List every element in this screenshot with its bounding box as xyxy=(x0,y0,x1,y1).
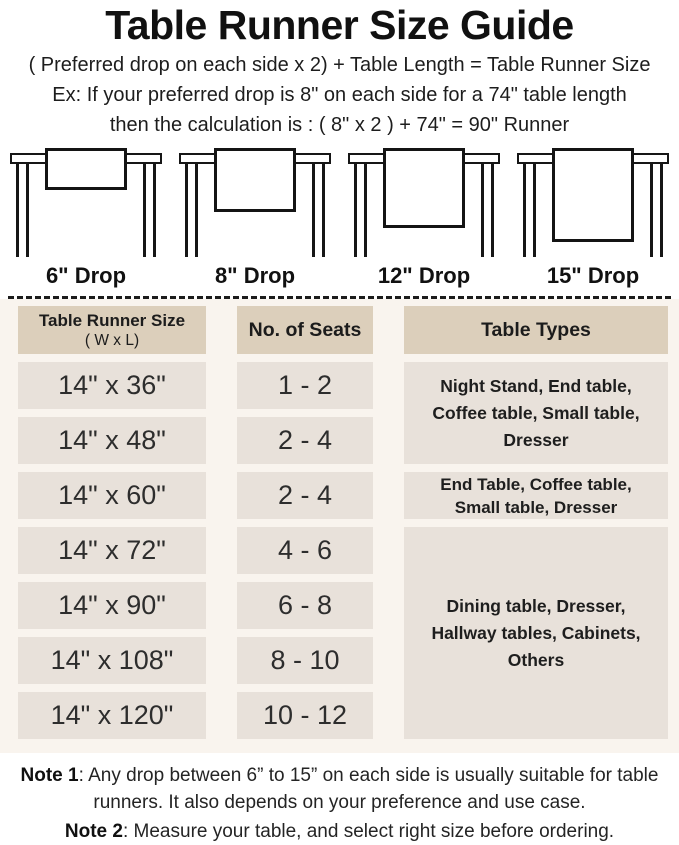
seats-cell: 2 - 4 xyxy=(237,417,373,464)
size-cell: 14" x 120" xyxy=(18,692,206,739)
formula-text: ( Preferred drop on each side x 2) + Table Length = Table Runner Size xyxy=(28,54,651,76)
runner-graphic xyxy=(45,148,127,190)
note-2-label: Note 2 xyxy=(64,821,123,842)
table-illustration-15-drop xyxy=(517,146,669,293)
column-header-runner-size xyxy=(18,306,206,354)
table-leg xyxy=(660,163,663,257)
note-1 xyxy=(6,762,673,816)
table-types-group-medium: End Table, Coffee table, Small table, Dresser xyxy=(404,472,668,519)
table-illustration-8-drop xyxy=(179,146,331,293)
size-table xyxy=(0,299,679,753)
runner-graphic xyxy=(383,148,465,228)
table-leg xyxy=(312,163,315,257)
table-illustration-6-drop xyxy=(10,146,162,293)
drop-label: 12" Drop xyxy=(377,263,471,288)
table-leg xyxy=(143,163,146,257)
table-drawing xyxy=(179,146,331,258)
drop-label: 6" Drop xyxy=(45,263,127,288)
header-types-label: Table Types xyxy=(481,318,591,341)
page-title: Table Runner Size Guide xyxy=(105,2,574,48)
table-types-group-small: Night Stand, End table, Coffee table, Small table, Dresser xyxy=(404,362,668,464)
header-seats-label: No. of Seats xyxy=(248,318,362,341)
table-types-group-large: Dining table, Dresser, Hallway tables, Cabinets, Others xyxy=(404,527,668,739)
table-drawing xyxy=(10,146,162,258)
drop-label: 8" Drop xyxy=(214,263,296,288)
footnotes xyxy=(0,753,679,845)
table-leg xyxy=(16,163,19,257)
header-runner-size-sub: ( W x L) xyxy=(84,331,140,349)
seats-cell: 10 - 12 xyxy=(237,692,373,739)
table-drawing xyxy=(348,146,500,258)
example-line-2: then the calculation is : ( 8" x 2 ) + 74" = 90" Runner xyxy=(109,114,570,136)
table-drawing xyxy=(517,146,669,258)
table-leg xyxy=(153,163,156,257)
drop-illustrations xyxy=(0,146,679,293)
table-leg xyxy=(533,163,536,257)
table-leg xyxy=(195,163,198,257)
seats-cell: 4 - 6 xyxy=(237,527,373,574)
table-leg xyxy=(481,163,484,257)
size-cell: 14" x 108" xyxy=(18,637,206,684)
size-cell: 14" x 72" xyxy=(18,527,206,574)
note-1-text: : Any drop between 6” to 15” on each side is usually suitable for table runners. It also depends on your preference and use case. xyxy=(78,765,659,813)
size-cell: 14" x 48" xyxy=(18,417,206,464)
note-1-label: Note 1 xyxy=(20,765,79,786)
seats-cell: 1 - 2 xyxy=(237,362,373,409)
size-cell: 14" x 60" xyxy=(18,472,206,519)
header-runner-size-title: Table Runner Size xyxy=(38,310,186,330)
table-leg xyxy=(322,163,325,257)
table-leg xyxy=(523,163,526,257)
runner-graphic xyxy=(214,148,296,212)
table-leg xyxy=(26,163,29,257)
table-leg xyxy=(364,163,367,257)
guide-header xyxy=(0,0,679,138)
table-illustration-12-drop xyxy=(348,146,500,293)
size-cell: 14" x 36" xyxy=(18,362,206,409)
runner-graphic xyxy=(552,148,634,242)
example-line-1: Ex: If your preferred drop is 8" on each side for a 74" table length xyxy=(52,84,627,106)
note-2-text: : Measure your table, and select right size before ordering. xyxy=(122,821,615,842)
column-header-table-types xyxy=(404,306,668,354)
seats-cell: 8 - 10 xyxy=(237,637,373,684)
drop-label: 15" Drop xyxy=(546,263,640,288)
table-leg xyxy=(185,163,188,257)
column-header-seats xyxy=(237,306,373,354)
table-leg xyxy=(354,163,357,257)
note-2 xyxy=(6,818,673,845)
seats-cell: 6 - 8 xyxy=(237,582,373,629)
table-leg xyxy=(650,163,653,257)
seats-cell: 2 - 4 xyxy=(237,472,373,519)
size-cell: 14" x 90" xyxy=(18,582,206,629)
table-leg xyxy=(491,163,494,257)
